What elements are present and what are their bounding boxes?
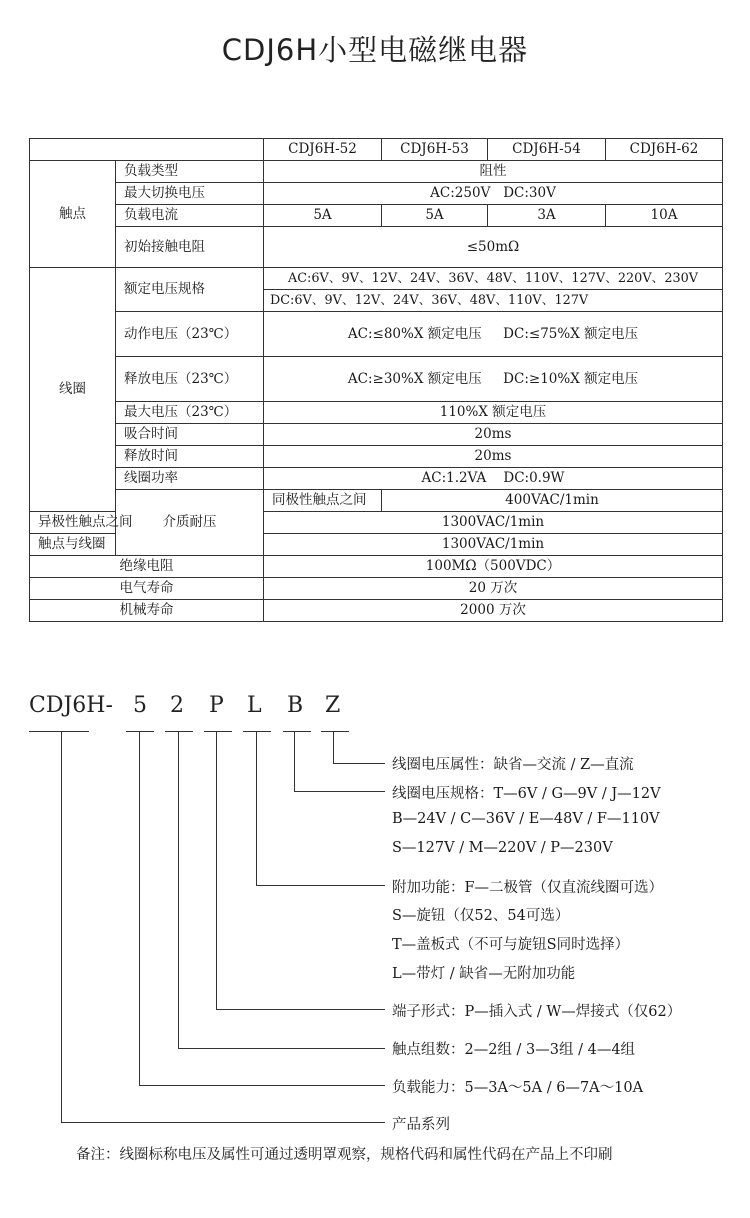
desc-coil-voltage: 线圈电压规格：T—6V / G—9V / J—12V: [392, 786, 661, 802]
footnote: 备注：线圈标称电压及属性可通过透明罩观察，规格代码和属性代码在产品上不印刷: [76, 1147, 613, 1163]
desc-coil-attribute: 线圈电压属性：缺省—交流 / Z—直流: [392, 757, 634, 773]
row-label: 最大电压（23℃）: [116, 402, 264, 424]
row-value: DC:6V、9V、12V、24V、36V、48V、110V、127V: [264, 290, 723, 312]
row-value: 2000 万次: [264, 600, 723, 622]
desc-function: 附加功能：F—二极管（仅直流线圈可选）: [392, 880, 664, 896]
row-value: AC:250V DC:30V: [264, 183, 723, 205]
model-header: CDJ6H-53: [382, 139, 488, 161]
code-underline: [126, 731, 154, 732]
table-row: [30, 205, 723, 227]
row-value: 阻性: [264, 161, 723, 183]
row-label: 异极性触点之间: [30, 512, 116, 534]
code-underline: [243, 731, 271, 732]
model-header: CDJ6H-54: [488, 139, 606, 161]
table-row: [30, 424, 723, 446]
leader-line: [294, 731, 295, 791]
row-value: 100MΩ（500VDC）: [264, 556, 723, 578]
group-label-coil: 线圈: [30, 268, 116, 512]
row-value: 3A: [488, 205, 606, 227]
row-label: 释放电压（23℃）: [116, 357, 264, 402]
desc-series: 产品系列: [392, 1117, 450, 1133]
desc-coil-voltage-cont: S—127V / M—220V / P—230V: [392, 840, 613, 856]
row-label: 吸合时间: [116, 424, 264, 446]
leader-line: [333, 731, 334, 763]
row-value: ≤50mΩ: [264, 227, 723, 268]
code-part-function: L: [247, 693, 262, 718]
leader-line: [294, 791, 385, 792]
code-underline: [283, 731, 311, 732]
row-value: 10A: [606, 205, 723, 227]
table-row: [30, 357, 723, 402]
row-label: 动作电压（23℃）: [116, 312, 264, 357]
table-header-row: [30, 139, 723, 161]
desc-function-cont: L—带灯 / 缺省—无附加功能: [392, 966, 576, 982]
row-value: AC:6V、9V、12V、24V、36V、48V、110V、127V、220V、230V: [264, 268, 723, 290]
leader-line: [333, 763, 385, 764]
desc-contacts: 触点组数：2—2组 / 3—3组 / 4—4组: [392, 1042, 636, 1058]
row-label: 额定电压规格: [116, 268, 264, 312]
row-value: 400VAC/1min: [382, 490, 723, 512]
code-part-load: 5: [133, 693, 147, 718]
blank-header-cell: [30, 139, 264, 161]
row-label: 触点与线圈: [30, 534, 116, 556]
leader-line: [61, 1122, 385, 1123]
table-row: [30, 227, 723, 268]
row-label: 负载类型: [116, 161, 264, 183]
row-label: 机械寿命: [30, 600, 264, 622]
row-label: 负载电流: [116, 205, 264, 227]
table-row: [30, 183, 723, 205]
row-value: AC:≤80%X 额定电压 DC:≤75%X 额定电压: [264, 312, 723, 357]
group-label-contact: 触点: [30, 161, 116, 268]
code-underline: [29, 731, 89, 732]
leader-line: [61, 731, 62, 1122]
table-row: [30, 468, 723, 490]
leader-line: [256, 885, 385, 886]
table-row: [30, 402, 723, 424]
code-underline: [165, 731, 193, 732]
table-row: [30, 312, 723, 357]
table-row: [30, 268, 723, 290]
table-row: [30, 600, 723, 622]
desc-terminal: 端子形式：P—插入式 / W—焊接式（仅62）: [392, 1004, 682, 1020]
spec-table: [29, 138, 723, 622]
page-title: CDJ6H小型电磁继电器: [221, 33, 529, 67]
row-label: 线圈功率: [116, 468, 264, 490]
model-header: CDJ6H-62: [606, 139, 723, 161]
leader-line: [216, 1009, 385, 1010]
row-label: 最大切换电压: [116, 183, 264, 205]
code-part-contacts: 2: [170, 693, 184, 718]
desc-coil-voltage-cont: B—24V / C—36V / E—48V / F—110V: [392, 811, 660, 827]
leader-line: [139, 1085, 385, 1086]
row-value: 5A: [264, 205, 382, 227]
table-row: [30, 578, 723, 600]
table-row: [30, 490, 723, 512]
row-label: 同极性触点之间: [264, 490, 382, 512]
row-label: 初始接触电阻: [116, 227, 264, 268]
row-value: AC:≥30%X 额定电压 DC:≥10%X 额定电压: [264, 357, 723, 402]
code-part-series: CDJ6H-: [29, 693, 113, 718]
code-part-voltage: B: [287, 693, 304, 718]
code-part-terminal: P: [209, 693, 224, 718]
group-label-dielectric: 介质耐压: [116, 490, 264, 556]
model-header: CDJ6H-52: [264, 139, 382, 161]
code-part-attribute: Z: [325, 693, 341, 718]
desc-load: 负载能力：5—3A～5A / 6—7A～10A: [392, 1080, 644, 1096]
row-value: 20ms: [264, 446, 723, 468]
row-value: 1300VAC/1min: [264, 534, 723, 556]
leader-line: [216, 731, 217, 1009]
table-row: [30, 446, 723, 468]
row-value: 5A: [382, 205, 488, 227]
row-label: 电气寿命: [30, 578, 264, 600]
table-row: [30, 556, 723, 578]
row-value: 110%X 额定电压: [264, 402, 723, 424]
row-label: 释放时间: [116, 446, 264, 468]
desc-function-cont: T—盖板式（不可与旋钮S同时选择）: [392, 937, 630, 953]
table-row: [30, 161, 723, 183]
leader-line: [256, 731, 257, 885]
desc-function-cont: S—旋钮（仅52、54可选）: [392, 908, 570, 924]
row-label: 绝缘电阻: [30, 556, 264, 578]
row-value: AC:1.2VA DC:0.9W: [264, 468, 723, 490]
leader-line: [178, 1048, 385, 1049]
row-value: 20ms: [264, 424, 723, 446]
code-underline: [321, 731, 349, 732]
leader-line: [178, 731, 179, 1048]
code-underline: [204, 731, 232, 732]
row-value: 1300VAC/1min: [264, 512, 723, 534]
row-value: 20 万次: [264, 578, 723, 600]
leader-line: [139, 731, 140, 1085]
